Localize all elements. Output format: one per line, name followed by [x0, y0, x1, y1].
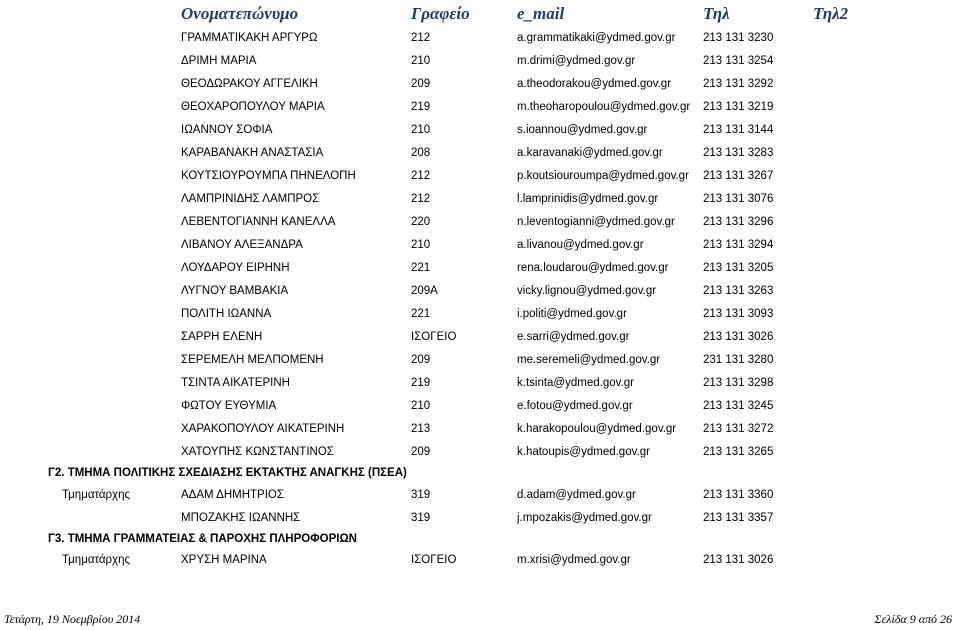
- row-name: ΜΠΟΖΑΚΗΣ ΙΩΑΝΝΗΣ: [181, 512, 301, 524]
- row-tel: 213 131 3254: [703, 55, 774, 67]
- row-tel: 213 131 3076: [703, 193, 774, 205]
- row-name: ΠΟΛΙΤΗ ΙΩΑΝΝΑ: [181, 308, 272, 320]
- table-row: [0, 446, 960, 466]
- row-tel: 213 131 3093: [703, 308, 774, 320]
- row-tel: 213 131 3357: [703, 512, 774, 524]
- row-email: a.grammatikaki@ydmed.gov.gr: [517, 32, 676, 44]
- row-office: ΙΣΟΓΕΙΟ: [411, 554, 457, 566]
- row-name: ΦΩΤΟΥ ΕΥΘΥΜΙΑ: [181, 400, 277, 412]
- row-tel: 213 131 3026: [703, 554, 774, 566]
- row-email: e.sarri@ydmed.gov.gr: [517, 331, 630, 343]
- row-office: 221: [411, 308, 431, 320]
- row-name: ΧΑΡΑΚΟΠΟΥΛΟΥ ΑΙΚΑΤΕΡΙΝΗ: [181, 423, 345, 435]
- table-row: [0, 193, 960, 213]
- row-email: m.drimi@ydmed.gov.gr: [517, 55, 636, 67]
- row-tel: 213 131 3296: [703, 216, 774, 228]
- row-role: Τμηματάρχης: [62, 489, 131, 501]
- row-email: me.seremeli@ydmed.gov.gr: [517, 354, 661, 366]
- row-email: e.fotou@ydmed.gov.gr: [517, 400, 633, 412]
- table-row: [0, 489, 960, 509]
- row-email: k.hatoupis@ydmed.gov.gr: [517, 446, 650, 458]
- row-tel: 213 131 3026: [703, 331, 774, 343]
- footer-page-number: Σελίδα 9 από 26: [874, 612, 952, 626]
- row-tel: 213 131 3292: [703, 78, 774, 90]
- row-email: a.theodorakou@ydmed.gov.gr: [517, 78, 672, 90]
- table-row: [0, 554, 960, 574]
- page-footer: [0, 612, 960, 628]
- row-email: a.livanou@ydmed.gov.gr: [517, 239, 644, 251]
- row-tel: 213 131 3267: [703, 170, 774, 182]
- row-role: Τμηματάρχης: [62, 554, 131, 566]
- table-row: [0, 377, 960, 397]
- row-name: ΛΑΜΠΡΙΝΙΔΗΣ ΛΑΜΠΡΟΣ: [181, 193, 320, 205]
- table-row: [0, 124, 960, 144]
- row-tel: 213 131 3245: [703, 400, 774, 412]
- row-office: 210: [411, 124, 431, 136]
- row-name: ΘΕΟΔΩΡΑΚΟΥ ΑΓΓΕΛΙΚΗ: [181, 78, 318, 90]
- row-office: ΙΣΟΓΕΙΟ: [411, 331, 457, 343]
- row-office: 219: [411, 101, 431, 113]
- row-name: ΓΡΑΜΜΑΤΙΚΑΚΗ ΑΡΓΥΡΩ: [181, 32, 318, 44]
- row-office: 209: [411, 78, 431, 90]
- row-name: ΤΣΙΝΤΑ ΑΙΚΑΤΕΡΙΝΗ: [181, 377, 290, 389]
- row-email: d.adam@ydmed.gov.gr: [517, 489, 636, 501]
- row-office: 209: [411, 446, 431, 458]
- row-office: 212: [411, 32, 431, 44]
- row-email: k.tsinta@ydmed.gov.gr: [517, 377, 634, 389]
- row-office: 319: [411, 512, 431, 524]
- row-email: j.mpozakis@ydmed.gov.gr: [517, 512, 652, 524]
- row-tel: 213 131 3360: [703, 489, 774, 501]
- header-tel: Τηλ: [703, 4, 730, 23]
- row-email: p.koutsiouroumpa@ydmed.gov.gr: [517, 170, 689, 182]
- row-office: 212: [411, 170, 431, 182]
- row-email: vicky.lignou@ydmed.gov.gr: [517, 285, 657, 297]
- row-email: i.politi@ydmed.gov.gr: [517, 308, 627, 320]
- row-office: 210: [411, 55, 431, 67]
- row-tel: 213 131 3283: [703, 147, 774, 159]
- table-row: [0, 147, 960, 167]
- table-row: [0, 262, 960, 282]
- row-name: ΧΡΥΣΗ ΜΑΡΙΝΑ: [181, 554, 267, 566]
- row-tel: 213 131 3205: [703, 262, 774, 274]
- section-title-g3: Γ3. ΤΜΗΜΑ ΓΡΑΜΜΑΤΕΙΑΣ & ΠΑΡΟΧΗΣ ΠΛΗΡΟΦΟΡΙΩΝ: [48, 533, 357, 545]
- row-name: ΛΙΒΑΝΟΥ ΑΛΕΞΑΝΔΡΑ: [181, 239, 303, 251]
- header-tel2: Τηλ2: [813, 4, 849, 23]
- table-row: [0, 512, 960, 532]
- row-tel: 213 131 3298: [703, 377, 774, 389]
- row-name: ΚΟΥΤΣΙΟΥΡΟΥΜΠΑ ΠΗΝΕΛΟΠΗ: [181, 170, 356, 182]
- table-row: [0, 400, 960, 420]
- table-row: [0, 32, 960, 52]
- row-office: 212: [411, 193, 431, 205]
- row-tel: 213 131 3272: [703, 423, 774, 435]
- table-row: [0, 331, 960, 351]
- row-office: 219: [411, 377, 431, 389]
- row-name: ΣΑΡΡΗ ΕΛΕΝΗ: [181, 331, 263, 343]
- row-email: rena.loudarou@ydmed.gov.gr: [517, 262, 669, 274]
- row-name: ΔΡΙΜΗ ΜΑΡΙΑ: [181, 55, 257, 67]
- row-office: 220: [411, 216, 431, 228]
- table-row: [0, 55, 960, 75]
- table-row: [0, 423, 960, 443]
- section-title-g2: Γ2. ΤΜΗΜΑ ΠΟΛΙΤΙΚΗΣ ΣΧΕΔΙΑΣΗΣ ΕΚΤΑΚΤΗΣ ΑΝΑΓΚΗΣ (ΠΣΕΑ): [48, 467, 407, 479]
- header-email: e_mail: [517, 4, 565, 23]
- row-office: 221: [411, 262, 431, 274]
- row-name: ΣΕΡΕΜΕΛΗ ΜΕΛΠΟΜΕΝΗ: [181, 354, 324, 366]
- table-row: [0, 78, 960, 98]
- row-office: 210: [411, 400, 431, 412]
- header-name: Ονοματεπώνυμο: [181, 4, 299, 23]
- row-office: 213: [411, 423, 431, 435]
- row-tel: 213 131 3294: [703, 239, 774, 251]
- row-office: 319: [411, 489, 431, 501]
- row-name: ΘΕΟΧΑΡΟΠΟΥΛΟΥ ΜΑΡΙΑ: [181, 101, 325, 113]
- row-name: ΚΑΡΑΒΑΝΑΚΗ ΑΝΑΣΤΑΣΙΑ: [181, 147, 324, 159]
- row-email: m.xrisi@ydmed.gov.gr: [517, 554, 631, 566]
- row-tel: 231 131 3280: [703, 354, 774, 366]
- row-name: ΛΟΥΔΑΡΟΥ ΕΙΡΗΝΗ: [181, 262, 290, 274]
- table-header: [0, 4, 960, 28]
- row-name: ΛΕΒΕΝΤΟΓΙΑΝΝΗ ΚΑΝΕΛΛΑ: [181, 216, 336, 228]
- row-tel: 213 131 3219: [703, 101, 774, 113]
- table-row: [0, 308, 960, 328]
- row-name: ΧΑΤΟΥΠΗΣ ΚΩΝΣΤΑΝΤΙΝΟΣ: [181, 446, 334, 458]
- row-name: ΑΔΑΜ ΔΗΜΗΤΡΙΟΣ: [181, 489, 284, 501]
- row-email: k.harakopoulou@ydmed.gov.gr: [517, 423, 677, 435]
- table-row: [0, 101, 960, 121]
- footer-date: Τετάρτη, 19 Νοεμβρίου 2014: [4, 612, 141, 626]
- header-office: Γραφείο: [411, 4, 470, 23]
- row-tel: 213 131 3265: [703, 446, 774, 458]
- table-row: [0, 216, 960, 236]
- row-office: 209Α: [411, 285, 438, 297]
- table-row: [0, 285, 960, 305]
- row-office: 209: [411, 354, 431, 366]
- row-office: 208: [411, 147, 431, 159]
- table-row: [0, 239, 960, 259]
- row-email: l.lamprinidis@ydmed.gov.gr: [517, 193, 659, 205]
- row-tel: 213 131 3144: [703, 124, 774, 136]
- table-row: [0, 170, 960, 190]
- row-name: ΛΥΓΝΟΥ ΒΑΜΒΑΚΙΑ: [181, 285, 289, 297]
- row-email: a.karavanaki@ydmed.gov.gr: [517, 147, 663, 159]
- row-office: 210: [411, 239, 431, 251]
- row-email: m.theoharopoulou@ydmed.gov.gr: [517, 101, 691, 113]
- row-email: s.ioannou@ydmed.gov.gr: [517, 124, 648, 136]
- row-tel: 213 131 3230: [703, 32, 774, 44]
- row-tel: 213 131 3263: [703, 285, 774, 297]
- row-email: n.leventogianni@ydmed.gov.gr: [517, 216, 675, 228]
- table-row: [0, 354, 960, 374]
- row-name: ΙΩΑΝΝΟΥ ΣΟΦΙΑ: [181, 124, 273, 136]
